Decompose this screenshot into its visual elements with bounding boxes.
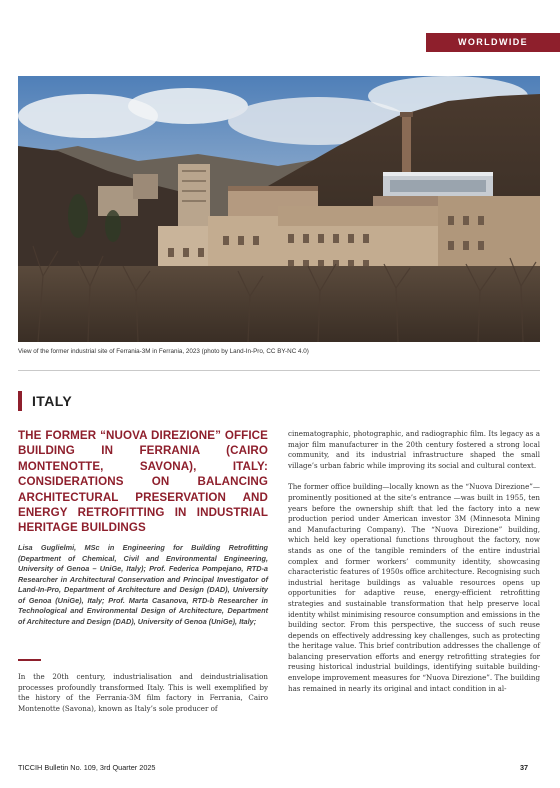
page-number: 37: [520, 763, 529, 772]
publication-footer: TICCIH Bulletin No. 109, 3rd Quarter 2025: [18, 763, 156, 772]
article-title: THE FORMER “NUOVA DIREZIONE” OFFICE BUILDING IN FERRANIA (CAIRO MONTENOTTE, SAVONA), ITALY: CONSIDERATIONS ON BALANCING ARCHITECTURAL PRESERVATION AND ENERGY RETROFITTING IN INDUSTRIAL HERITAGE BUILDINGS: [18, 429, 268, 535]
section-banner: [426, 33, 560, 52]
article-authors: Lisa Guglielmi, MSc in Engineering for Building Retrofitting (Department of Chemical, Civil and Environmental Engineering, University of Genoa – UniGe, Italy); Prof. Federica Pompejano, RTD-a Researcher in Architectural Conservation and Principal Investigator of Land-In-Pro, Department of Architecture and Design (DAD), University of Genoa (UniGe), Italy; Prof. Marta Casanova, RTD-b Researcher in Technological and Environmental Design of Architecture, Department of Architecture and Design (DAD), University of Genoa (UniGe), Italy;: [18, 543, 268, 626]
section-label: WORLDWIDE: [457, 37, 529, 47]
column-left: [18, 672, 268, 714]
divider: [18, 370, 540, 371]
hero-photo: [18, 76, 540, 342]
column-right: [288, 429, 540, 705]
paragraph: cinematographic, photographic, and radiographic film. Its legacy as a major film manufacturer in the 20th century fostered a strong local community, and its industrial infrastructure shaped the small village’s urban fabric while improving its social and cultural context.: [288, 429, 540, 470]
paragraph: In the 20th century, industrialisation and deindustrialisation processes profoundly transformed Italy. This is well exemplified by the history of the Ferrania-3M film factory in Ferrania, Cairo Montenotte (Savona), known as Italy’s sole producer of: [18, 672, 268, 713]
country-heading: ITALY: [32, 393, 73, 409]
photo-caption: View of the former industrial site of Ferrania-3M in Ferrania, 2023 (photo by Land-In-Pro, CC BY-NC 4.0): [18, 348, 309, 355]
country-accent-bar: [18, 391, 22, 411]
paragraph: The former office building—locally known as the “Nuova Direzione”—prominently positioned at the site’s entrance —was built in 1955, ten years before the ownership shift that led the factory into a new production period under American investor 3M (Minnesota Mining and Manufacturing Company). The “Nuova Direzione” building, which held key operational functions throughout the factory, now stands as one of the tangible reminders of the entire industrial complex and former workers’ community identity, showcasing characteristic features of 1950s office architecture. Recognising such industrial heritage buildings as valuable resources opens up opportunities for adaptive reuse, energy-efficient retrofitting strategies and sustainable transformation that help preserve local identity whilst minimising resource consumption and emissions in the building sector. From this perspective, the success of such reuse depends on effectively addressing key challenges, such as protecting the heritage value. This brief contribution addresses the challenge of balancing preservation efforts and energy retrofitting strategies for reusing historical industrial buildings, identifying suitable building-envelope improvement measures for “Nuova Direzione”. The building has remained in nearly its original and intact condition in al-: [288, 482, 541, 693]
short-divider: [18, 659, 41, 661]
